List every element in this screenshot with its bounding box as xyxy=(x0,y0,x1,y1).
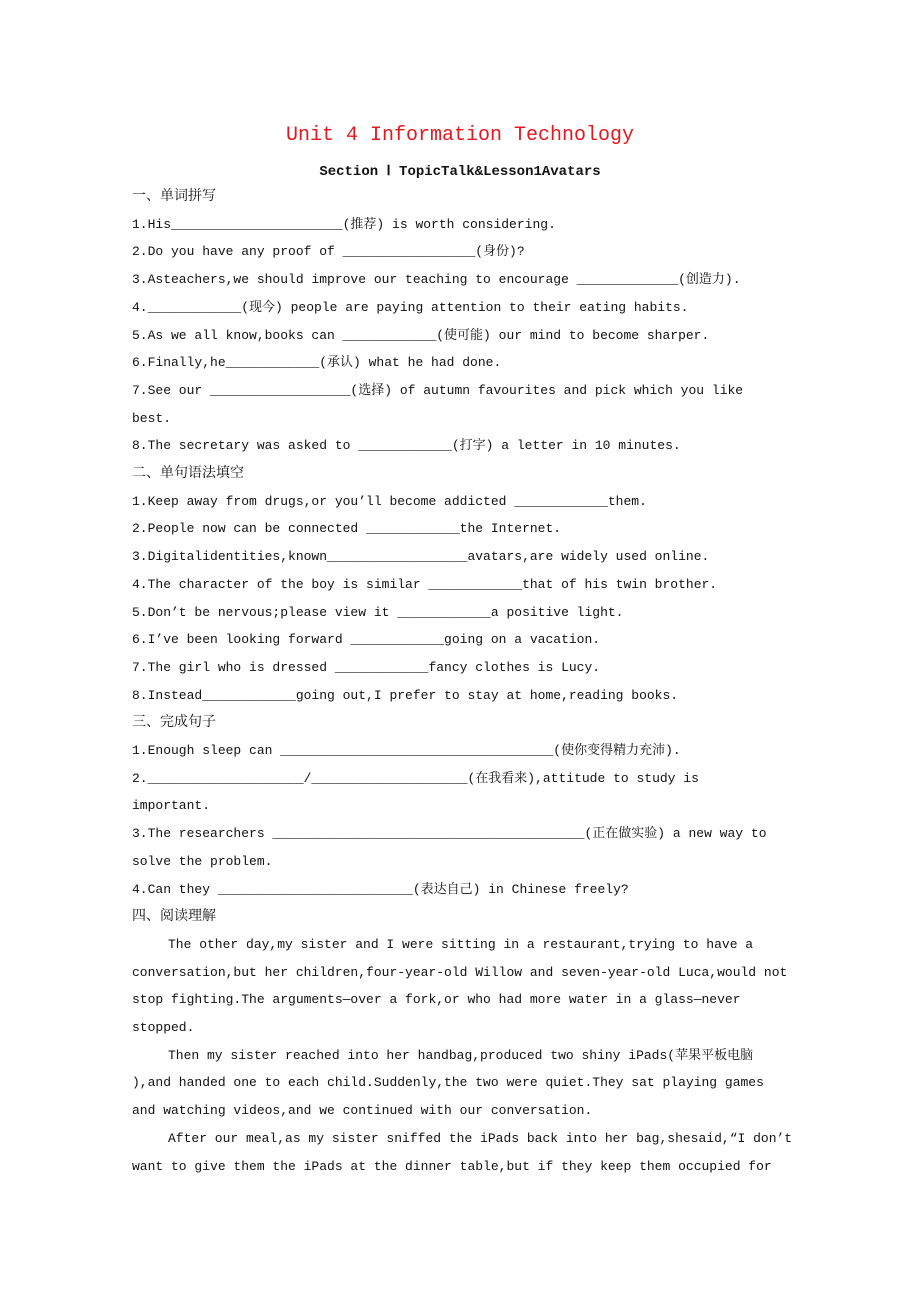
text-line: 4.____________(现今) people are paying attention to their eating habits. xyxy=(132,299,689,315)
text-line: After our meal,as my sister sniffed the iPads back into her bag,shesaid,“I don’t xyxy=(168,1130,793,1146)
text-line: 6.Finally,he____________(承认) what he had done. xyxy=(132,355,502,371)
section-heading: 一、单词拼写 xyxy=(132,189,216,205)
text-line: best. xyxy=(132,410,172,426)
text-line: 3.Digitalidentities,known__________________avatars,are widely used online. xyxy=(132,549,710,565)
text-line: ),and handed one to each child.Suddenly,the two were quiet.They sat playing games xyxy=(132,1075,764,1091)
text-line: 8.The secretary was asked to ____________(打字) a letter in 10 minutes. xyxy=(132,438,681,454)
text-line: 1.His______________________(推荐) is worth considering. xyxy=(132,216,556,232)
text-line: and watching videos,and we continued with our conversation. xyxy=(132,1103,593,1119)
text-line: important. xyxy=(132,798,211,814)
text-line: Then my sister reached into her handbag,produced two shiny iPads(苹果平板电脑 xyxy=(168,1047,754,1063)
section-heading: 二、单句语法填空 xyxy=(132,466,244,482)
text-line: conversation,but her children,four-year-old Willow and seven-year-old Luca,would not xyxy=(132,964,788,980)
text-line: 2.People now can be connected ____________the Internet. xyxy=(132,521,562,537)
text-line: 4.The character of the boy is similar ____________that of his twin brother. xyxy=(132,576,718,592)
text-line: 7.See our __________________(选择) of autumn favourites and pick which you like xyxy=(132,382,744,398)
text-line: 2.Do you have any proof of _________________(身份)? xyxy=(132,244,525,260)
section-heading: 四、阅读理解 xyxy=(132,909,216,926)
text-line: 6.I’ve been looking forward ____________going on a vacation. xyxy=(132,632,601,648)
section-heading: 三、完成句子 xyxy=(132,715,216,732)
text-line: want to give them the iPads at the dinner table,but if they keep them occupied for xyxy=(132,1158,772,1174)
text-line: stop fighting.The arguments—over a fork,or who had more water in a glass—never xyxy=(132,992,741,1008)
text-line: 5.As we all know,books can ____________(使可能) our mind to become sharper. xyxy=(132,327,710,343)
text-line: 1.Enough sleep can ___________________________________(使你变得精力充沛). xyxy=(132,743,681,758)
text-line: stopped. xyxy=(132,1020,195,1035)
text-line: 5.Don’t be nervous;please view it ____________a positive light. xyxy=(132,604,624,620)
text-line: 4.Can they _________________________(表达自己) in Chinese freely? xyxy=(132,881,629,897)
text-line: 2.____________________/____________________(在我看来),attitude to study is xyxy=(132,770,699,786)
text-line: 3.Asteachers,we should improve our teaching to encourage _____________(创造力). xyxy=(132,272,741,288)
document-title: Unit 4 Information Technology xyxy=(285,124,635,147)
section-subtitle: Section Ⅰ TopicTalk&Lesson1Avatars xyxy=(319,164,601,180)
text-line: The other day,my sister and I were sitting in a restaurant,trying to have a xyxy=(168,936,754,952)
text-line: 3.The researchers ________________________________________(正在做实验) a new way to xyxy=(132,826,767,842)
text-line: solve the problem. xyxy=(132,853,273,869)
text-line: 7.The girl who is dressed ____________fancy clothes is Lucy. xyxy=(132,659,601,675)
text-line: 1.Keep away from drugs,or you’ll become addicted ____________them. xyxy=(132,493,647,509)
text-line: 8.Instead____________going out,I prefer to stay at home,reading books. xyxy=(132,687,679,703)
